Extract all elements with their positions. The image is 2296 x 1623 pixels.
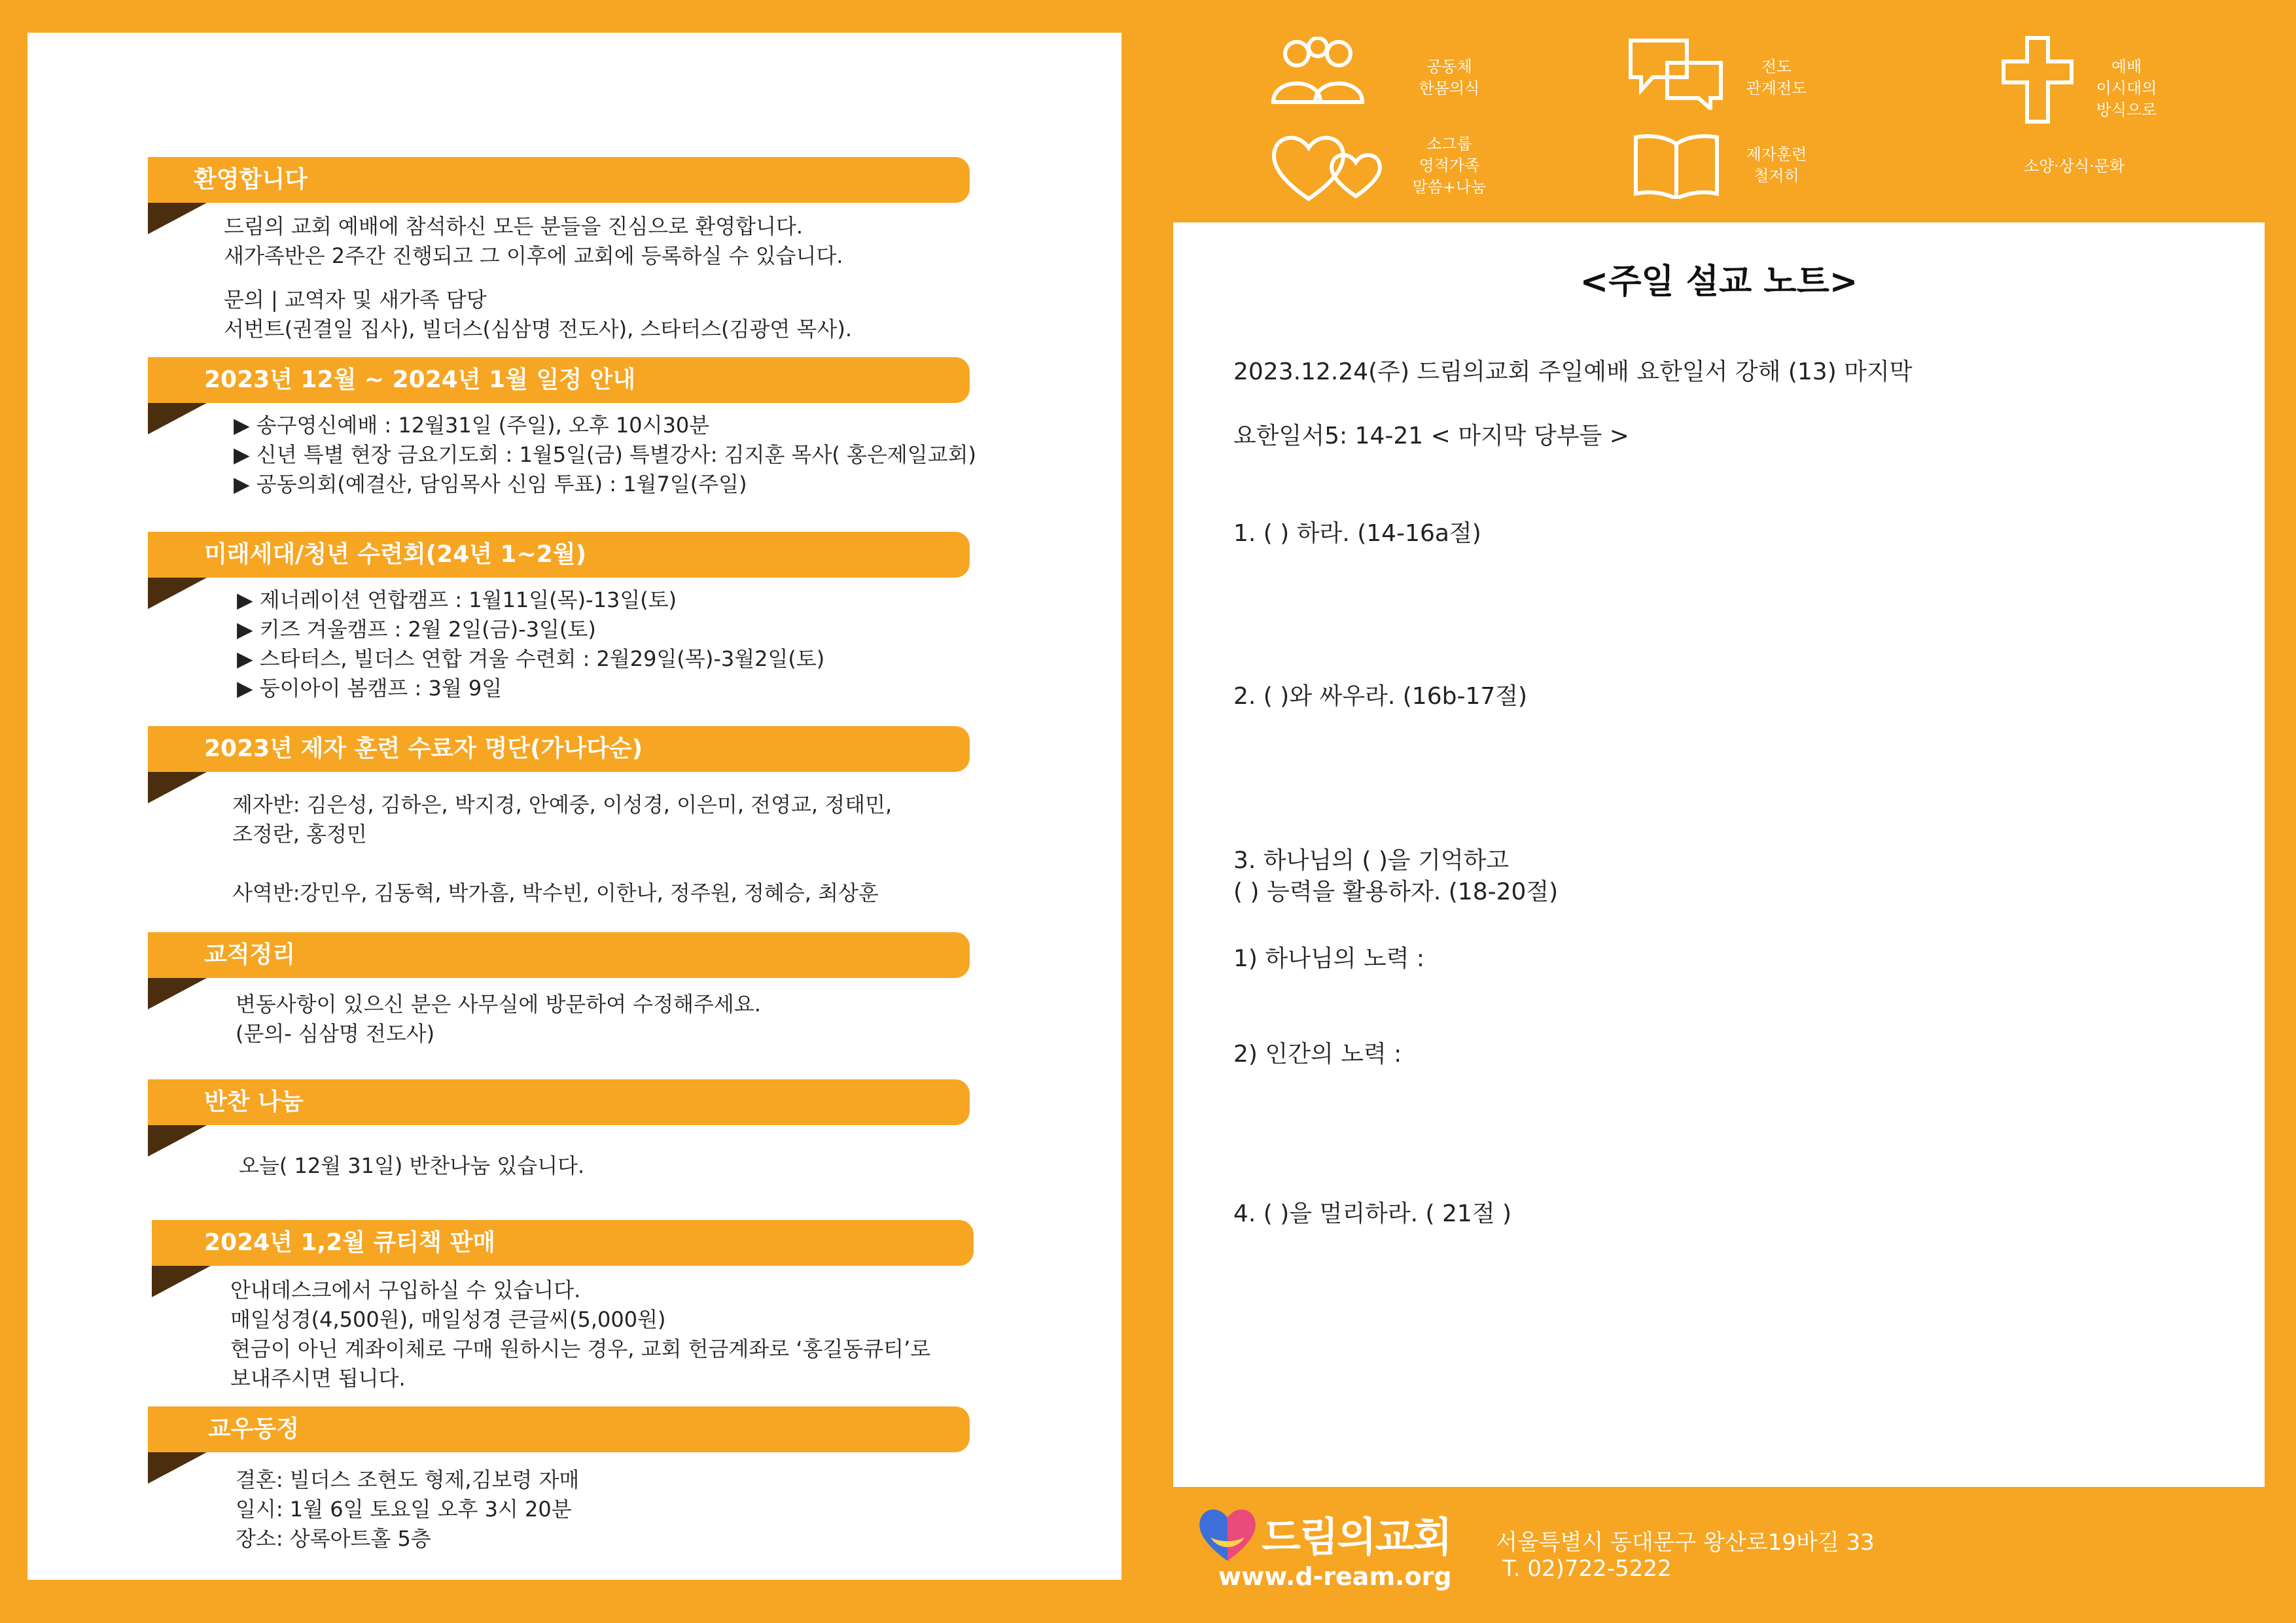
value-label: 전도 [1761, 58, 1792, 76]
sermon-point-4: 4. ( )을 멀리하라. ( 21절 ) [1233, 1200, 1512, 1227]
body-line: 제자반: 김은성, 김하은, 박지경, 안예중, 이성경, 이은미, 전영교, 정태민, [232, 792, 892, 817]
section-banner [148, 932, 970, 978]
section-title: 교적정리 [204, 941, 296, 968]
speech-bubbles-icon [1627, 37, 1725, 110]
body-line: 장소: 상록아트홀 5층 [236, 1526, 431, 1551]
body-line: 문의 | 교역자 및 새가족 담당 [224, 287, 487, 312]
body-line: ▶ 송구영신예배 : 12월31일 (주일), 오후 10시30분 [234, 413, 710, 438]
sermon-title: <주일 설교 노트> [1580, 262, 1858, 302]
section-banner [148, 726, 970, 772]
body-line: 결혼: 빌더스 조현도 형제,김보령 자매 [236, 1467, 580, 1492]
sermon-date-line: 2023.12.24(주) 드림의교회 주일예배 요한일서 강해 (13) 마지막 [1233, 358, 1913, 385]
body-line: ▶ 둥이아이 봄캠프 : 3월 9일 [237, 676, 503, 701]
value-label: 제자훈련 [1746, 145, 1807, 164]
sermon-subpoint-2: 2) 인간의 노력 : [1233, 1041, 1402, 1068]
banner-fold [148, 203, 207, 234]
banner-fold [148, 578, 207, 609]
body-line: 변동사항이 있으신 분은 사무실에 방문하여 수정해주세요. [236, 992, 761, 1017]
value-sublabel: 말씀+나눔 [1412, 178, 1487, 196]
body-line: ▶ 스타터스, 빌더스 연합 겨울 수련회 : 2월29일(목)-3월2일(토) [237, 646, 825, 671]
value-label: 소양·상식·문화 [2023, 157, 2125, 175]
section-title: 미래세대/청년 수련회(24년 1~2월) [204, 541, 587, 568]
banner-fold [148, 772, 207, 803]
section-title: 2024년 1,2월 큐티책 판매 [204, 1229, 496, 1256]
sermon-point-2: 2. ( )와 싸우라. (16b-17절) [1233, 683, 1528, 710]
sermon-note-panel [1173, 222, 2265, 1487]
body-line: ▶ 제너레이션 연합캠프 : 1월11일(목)-13일(토) [237, 587, 677, 612]
value-label: 공동체 [1426, 58, 1472, 76]
value-sublabel: 관계전도 [1746, 79, 1807, 97]
body-line: 조정란, 홍정민 [232, 822, 367, 846]
banner-fold [152, 1266, 211, 1297]
section-title: 환영합니다 [194, 166, 308, 193]
section-title: 2023년 제자 훈련 수료자 명단(가나다순) [204, 735, 643, 762]
sermon-scripture-line: 요한일서5: 14-21 < 마지막 당부들 > [1233, 423, 1629, 449]
value-sublabel: 이시대의 [2096, 79, 2157, 97]
value-sublabel: 철저히 [1754, 167, 1799, 185]
banner-fold [148, 403, 207, 434]
section-title: 2023년 12월 ~ 2024년 1월 일정 안내 [204, 366, 636, 393]
body-line: ▶ 신년 특별 현장 금요기도회 : 1월5일(금) 특별강사: 김지훈 목사( 홍은제일교회) [234, 442, 976, 467]
value-sublabel: 방식으로 [2096, 101, 2157, 119]
body-line: 보내주시면 됩니다. [230, 1366, 406, 1391]
body-line: 사역반:강민우, 김동혁, 박가흠, 박수빈, 이한나, 정주원, 정혜승, 최상훈 [232, 881, 879, 905]
body-line: 드림의 교회 예배에 참석하신 모든 분들을 진심으로 환영합니다. [224, 214, 804, 239]
sermon-subpoint-1: 1) 하나님의 노력 : [1233, 945, 1425, 972]
body-line: 일시: 1월 6일 토요일 오후 3시 20분 [236, 1497, 572, 1522]
value-sublabel: 한몸의식 [1419, 79, 1480, 97]
banner-fold [148, 978, 207, 1009]
value-label: 예배 [2111, 58, 2142, 76]
section-banner [152, 1220, 974, 1266]
announcements-panel [27, 33, 1122, 1580]
body-line: ▶ 키즈 겨울캠프 : 2월 2일(금)-3일(토) [237, 617, 596, 642]
banner-fold [148, 1452, 207, 1484]
section-banner [148, 157, 970, 203]
section-title: 반찬 나눔 [204, 1089, 304, 1115]
section-banner [148, 1406, 970, 1452]
body-line: 안내데스크에서 구입하실 수 있습니다. [230, 1278, 581, 1302]
hearts-icon [1269, 131, 1387, 203]
section-banner [148, 532, 970, 578]
cross-icon [2001, 35, 2074, 124]
sermon-point-3-cont: ( ) 능력을 활용하자. (18-20절) [1233, 879, 1559, 905]
church-website[interactable]: www.d-ream.org [1218, 1562, 1452, 1591]
book-icon [1632, 131, 1721, 199]
church-name: 드림의교회 [1262, 1513, 1451, 1561]
church-phone: T. 02)722-5222 [1502, 1556, 1672, 1582]
people-icon [1269, 37, 1368, 105]
value-sublabel: 영적가족 [1419, 156, 1480, 175]
banner-fold [148, 1125, 207, 1157]
church-address: 서울특별시 동대문구 왕산로19바길 33 [1496, 1529, 1875, 1556]
body-line: 매일성경(4,500원), 매일성경 큰글씨(5,000원) [230, 1307, 666, 1332]
value-label: 소그룹 [1426, 135, 1472, 153]
sermon-point-3: 3. 하나님의 ( )을 기억하고 [1233, 847, 1510, 874]
body-line: 현금이 아닌 계좌이체로 구매 원하시는 경우, 교회 헌금계좌로 ‘홍길동큐티’로 [230, 1336, 931, 1361]
church-logo-icon [1196, 1503, 1259, 1563]
body-line: (문의- 심삼명 전도사) [236, 1021, 435, 1046]
section-title: 교우동정 [208, 1416, 300, 1442]
section-banner [148, 1079, 970, 1125]
body-line: 오늘( 12월 31일) 반찬나눔 있습니다. [239, 1153, 585, 1178]
body-line: 새가족반은 2주간 진행되고 그 이후에 교회에 등록하실 수 있습니다. [224, 243, 843, 268]
section-banner [148, 357, 970, 403]
sermon-point-1: 1. ( ) 하라. (14-16a절) [1233, 520, 1481, 547]
body-line: 서번트(권결일 집사), 빌더스(심삼명 전도사), 스타터스(김광연 목사). [224, 317, 852, 341]
body-line: ▶ 공동의회(예결산, 담임목사 신임 투표) : 1월7일(주일) [234, 472, 747, 497]
